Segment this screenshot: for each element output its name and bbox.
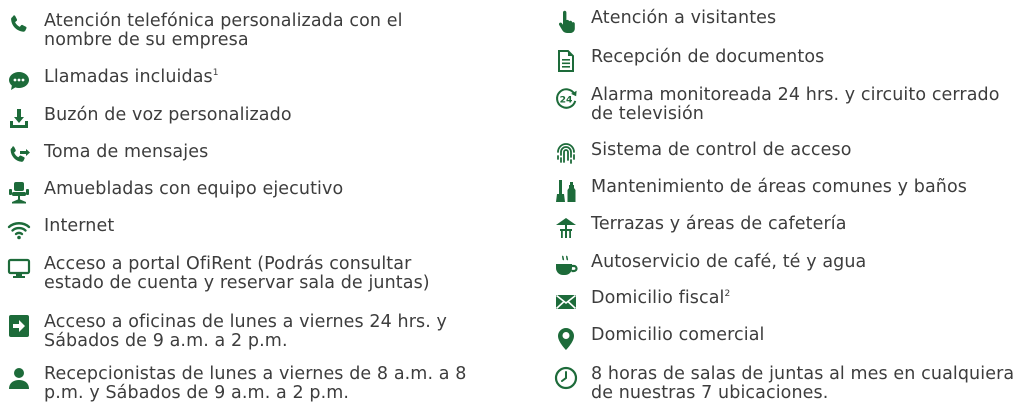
envelope-icon	[553, 289, 579, 315]
service-item-label	[591, 289, 1021, 308]
coffee-cup-icon	[553, 253, 579, 279]
service-item-label	[591, 178, 1021, 197]
monitor-icon	[6, 255, 32, 281]
person-icon	[6, 365, 32, 391]
hand-pointer-icon	[553, 9, 579, 35]
office-chair-icon	[6, 180, 32, 206]
service-item-label	[44, 180, 474, 199]
fingerprint-icon	[553, 141, 579, 167]
service-item-text: Toma de mensajes	[44, 142, 209, 162]
document-icon	[553, 48, 579, 74]
wifi-icon	[6, 217, 32, 243]
service-item	[553, 141, 1021, 167]
service-item	[6, 12, 474, 50]
enter-door-icon	[6, 313, 32, 339]
alarm-24-icon	[553, 86, 579, 112]
service-item-text: Atención telefónica personalizada con el nombre de su empresa	[44, 11, 403, 50]
service-item-label	[44, 217, 474, 236]
service-item-text: Recepcionistas de lunes a viernes de 8 a.m. a 8 p.m. y Sábados de 9 a.m. a 2 p.m.	[44, 364, 467, 403]
service-item	[553, 9, 1021, 35]
service-item-label	[591, 215, 1021, 234]
service-item-text: Acceso a portal OfiRent (Podrás consultar estado de cuenta y reservar sala de juntas)	[44, 254, 430, 293]
phone-arrow-icon	[6, 143, 32, 169]
location-pin-icon	[553, 326, 579, 352]
service-item-label	[44, 313, 474, 351]
service-item-label	[591, 365, 1021, 403]
service-item-text: Recepción de documentos	[591, 47, 825, 67]
service-item	[553, 253, 1021, 279]
parasol-table-icon	[553, 215, 579, 241]
service-item-label	[591, 9, 1021, 28]
chat-bubble-icon	[6, 68, 32, 94]
service-item-text: Atención a visitantes	[591, 8, 777, 28]
service-item	[6, 313, 474, 351]
footnote-marker: 2	[724, 289, 731, 300]
service-item	[6, 180, 474, 206]
service-item-label	[44, 143, 474, 162]
service-item-text: Amuebladas con equipo ejecutivo	[44, 179, 344, 199]
service-item-text: Alarma monitoreada 24 hrs. y circuito cerrado de televisión	[591, 85, 1000, 124]
service-item	[6, 217, 474, 243]
service-item	[6, 68, 474, 94]
clock-icon	[553, 365, 579, 391]
service-item-label	[44, 255, 474, 293]
service-item-label	[591, 253, 1021, 272]
service-item	[553, 86, 1021, 124]
service-item	[6, 365, 474, 403]
service-item-label	[44, 68, 474, 87]
service-item	[6, 255, 474, 293]
service-item-text: Mantenimiento de áreas comunes y baños	[591, 177, 968, 197]
service-item	[6, 143, 474, 169]
service-item	[553, 326, 1021, 352]
service-item-text: Llamadas incluidas	[44, 67, 213, 87]
download-tray-icon	[6, 106, 32, 132]
service-item-text: Terrazas y áreas de cafetería	[591, 214, 847, 234]
service-item	[553, 289, 1021, 315]
service-item	[553, 215, 1021, 241]
cleaning-icon	[553, 178, 579, 204]
service-item	[6, 106, 474, 132]
service-item-text: Buzón de voz personalizado	[44, 105, 292, 125]
service-item-text: Sistema de control de acceso	[591, 140, 852, 160]
service-item-label	[591, 86, 1021, 124]
service-item-text: Internet	[44, 216, 115, 236]
footnote-marker: 1	[212, 68, 219, 79]
service-item-text: Acceso a oficinas de lunes a viernes 24 hrs. y Sábados de 9 a.m. a 2 p.m.	[44, 312, 447, 351]
service-item-label	[591, 141, 1021, 160]
service-item-label	[44, 12, 474, 50]
service-item-text: 8 horas de salas de juntas al mes en cualquiera de nuestras 7 ubicaciones.	[591, 364, 1015, 403]
service-item-text: Autoservicio de café, té y agua	[591, 252, 867, 272]
service-item-text: Domicilio comercial	[591, 325, 765, 345]
service-item-label	[591, 48, 1021, 67]
phone-icon	[6, 12, 32, 38]
service-item-label	[44, 106, 474, 125]
service-item	[553, 365, 1021, 403]
service-item-text: Domicilio fiscal	[591, 288, 725, 308]
service-item-label	[44, 365, 474, 403]
service-item	[553, 178, 1021, 204]
service-item-label	[591, 326, 1021, 345]
service-item	[553, 48, 1021, 74]
svg-text:24: 24	[559, 94, 573, 106]
